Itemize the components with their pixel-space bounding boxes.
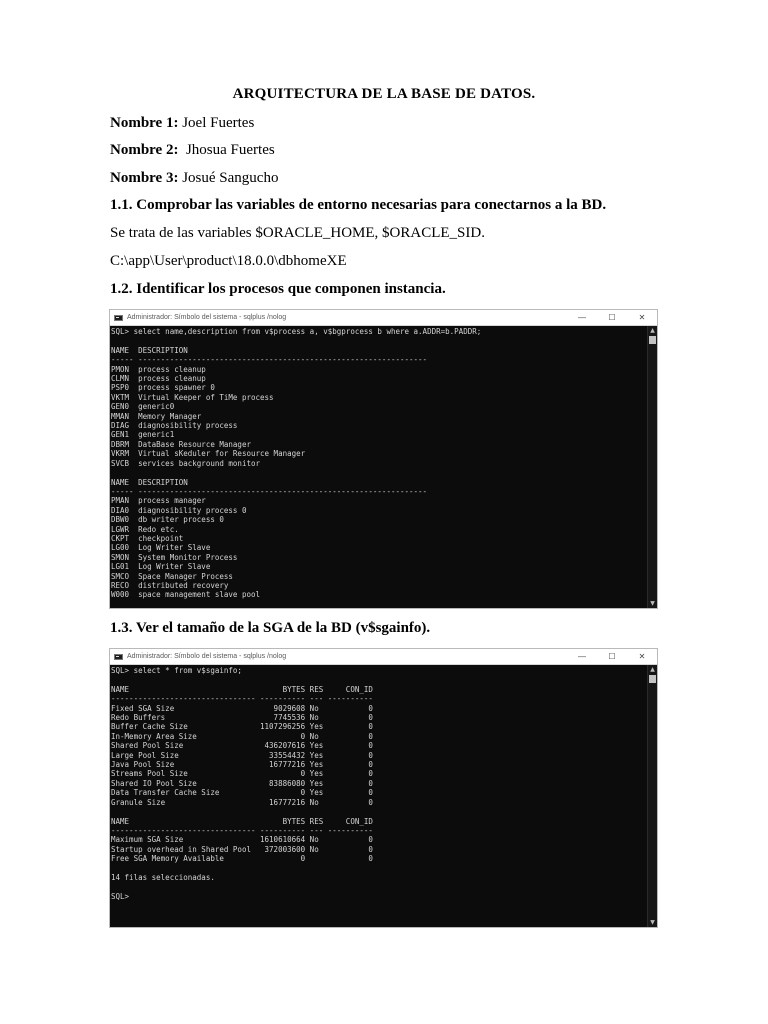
- author-2-label: Nombre 2:: [110, 142, 179, 158]
- console-output[interactable]: SQL> select name,description from v$process a, v$bgprocess b where a.ADDR=b.PADDR; NAME DESCRIPTION ----- ---------------------------------------------------------------- PMON process cleanup CLMN process cleanup PSP0 process spawner 0 VKTM Virtual Keeper of TiMe process GEN0 generic0 MMAN Memory Manager DIAG diagnosibility process GEN1 generic1 DBRM DataBase Resource Manager VKRM Virtual sKeduler for Resource Manager SVCB services background monitor NAME DESCRIPTION ----- ---------------------------------------------------------------- PMAN process manager DIA0 diagnosibility process 0 DBW0 db writer process 0 LGWR Redo etc. CKPT checkpoint LG00 Log Writer Slave SMON System Monitor Process LG01 Log Writer Slave SMCO Space Manager Process RECO distributed recovery W000 space management slave pool: [111, 327, 482, 600]
- cmd-icon: [114, 654, 123, 660]
- author-3-label: Nombre 3:: [110, 170, 179, 186]
- terminal-title: Administrador: Símbolo del sistema - sqlplus /nolog: [127, 653, 287, 660]
- author-3-name: Josué Sangucho: [178, 170, 279, 186]
- cmd-icon: [114, 315, 123, 321]
- document-title: ARQUITECTURA DE LA BASE DE DATOS.: [232, 86, 536, 102]
- vertical-scrollbar[interactable]: [647, 326, 657, 608]
- terminal-window-sgainfo[interactable]: [109, 648, 658, 928]
- window-controls: [567, 649, 657, 664]
- author-3: [110, 170, 278, 187]
- scroll-down-icon[interactable]: ▼: [650, 600, 655, 607]
- close-button[interactable]: ✕: [638, 313, 646, 322]
- console-output[interactable]: SQL> select * from v$sgainfo; NAME BYTES RES CON_ID -------------------------------- ---------- --- ---------- Fixed SGA Size 9029608 No 0 Redo Buffers 7745536 No 0 Buffer Cache Size 1107296256 Yes 0 In-Memory Area Size 0 No 0 Shared Pool Size 436207616 Yes 0 Large Pool Size 33554432 Yes 0 Java Pool Size 16777216 Yes 0 Streams Pool Size 0 Yes 0 Shared IO Pool Size 83886080 Yes 0 Data Transfer Cache Size 0 Yes 0 Granule Size 16777216 No 0 NAME BYTES RES CON_ID -------------------------------- ---------- --- ---------- Maximum SGA Size 1610610664 No 0 Startup overhead in Shared Pool 372003600 No 0 Free SGA Memory Available 0 0 14 filas seleccionadas. SQL>: [111, 666, 373, 901]
- author-2: [110, 142, 275, 159]
- window-controls: [567, 310, 657, 325]
- close-button[interactable]: ✕: [638, 652, 646, 661]
- author-1: [110, 115, 254, 132]
- section-1-2-heading: 1.2. Identificar los procesos que componen instancia.: [110, 281, 446, 297]
- author-2-name: Jhosua Fuertes: [178, 142, 275, 158]
- author-1-name: Joel Fuertes: [178, 115, 255, 131]
- scrollbar-thumb[interactable]: [649, 675, 656, 683]
- vertical-scrollbar[interactable]: [647, 665, 657, 927]
- maximize-button[interactable]: ☐: [608, 313, 616, 322]
- scroll-up-icon[interactable]: ▲: [650, 327, 655, 334]
- minimize-button[interactable]: —: [578, 313, 586, 322]
- section-1-1-text: Se trata de las variables $ORACLE_HOME, $ORACLE_SID.: [110, 225, 485, 241]
- terminal-titlebar[interactable]: [110, 649, 657, 665]
- terminal-titlebar[interactable]: [110, 310, 657, 326]
- terminal-window-processes[interactable]: [109, 309, 658, 609]
- author-1-label: Nombre 1:: [110, 115, 179, 131]
- oracle-home-path: C:\app\User\product\18.0.0\dbhomeXE: [110, 253, 347, 269]
- maximize-button[interactable]: ☐: [608, 652, 616, 661]
- minimize-button[interactable]: —: [578, 652, 586, 661]
- section-1-1-heading: 1.1. Comprobar las variables de entorno necesarias para conectarnos a la BD.: [110, 197, 607, 213]
- terminal-title: Administrador: Símbolo del sistema - sqlplus /nolog: [127, 314, 287, 321]
- scrollbar-thumb[interactable]: [649, 336, 656, 344]
- scroll-up-icon[interactable]: ▲: [650, 666, 655, 673]
- scroll-down-icon[interactable]: ▼: [650, 919, 655, 926]
- section-1-3-heading: 1.3. Ver el tamaño de la SGA de la BD (v$sgainfo).: [110, 620, 431, 636]
